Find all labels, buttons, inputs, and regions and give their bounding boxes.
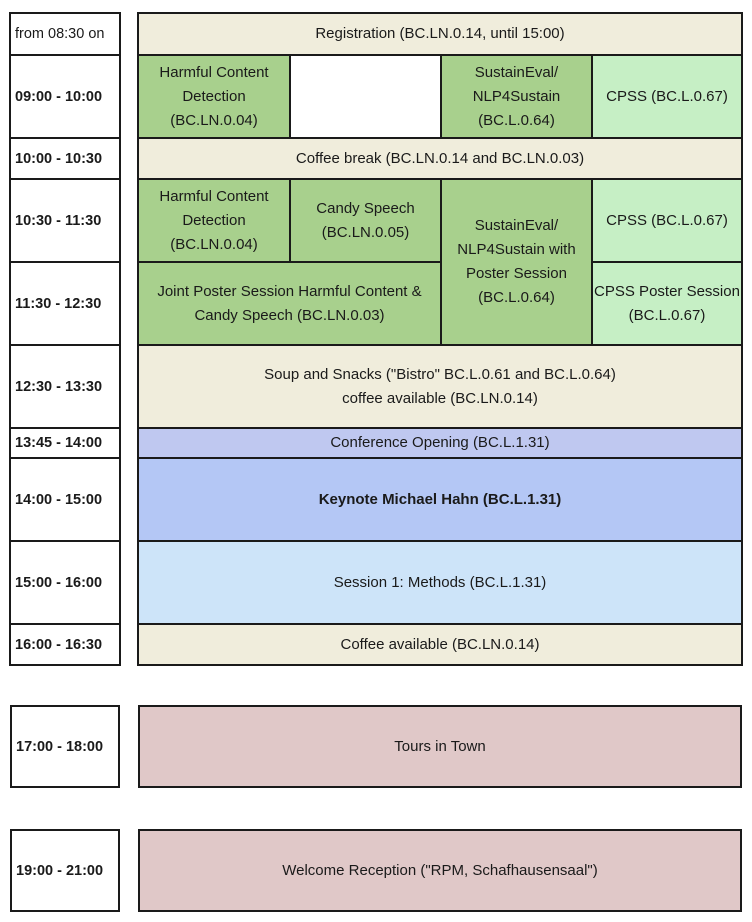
time-label: 17:00 - 18:00 <box>10 705 120 788</box>
event-session-1: Session 1: Methods (BC.L.1.31) <box>138 541 742 624</box>
time-label: 19:00 - 21:00 <box>10 829 120 912</box>
event-candy-speech: Candy Speech (BC.LN.0.05) <box>290 179 441 262</box>
event-lunch: Soup and Snacks ("Bistro" BC.L.0.61 and BC.L.0.64) coffee available (BC.LN.0.14) <box>138 345 742 428</box>
event-cpss-1: CPSS (BC.L.0.67) <box>592 55 742 138</box>
empty-slot <box>290 55 441 138</box>
time-label: from 08:30 on <box>10 13 120 55</box>
event-welcome-reception: Welcome Reception ("RPM, Schafhausensaal") <box>138 829 742 912</box>
event-coffee-break: Coffee break (BC.LN.0.14 and BC.LN.0.03) <box>138 138 742 179</box>
time-label: 12:30 - 13:30 <box>10 345 120 428</box>
time-label: 14:00 - 15:00 <box>10 458 120 541</box>
event-sustaineval-2: SustainEval/ NLP4Sustain with Poster Session (BC.L.0.64) <box>441 179 592 345</box>
time-label: 09:00 - 10:00 <box>10 55 120 138</box>
time-label: 15:00 - 16:00 <box>10 541 120 624</box>
time-label: 11:30 - 12:30 <box>10 262 120 345</box>
time-label: 10:00 - 10:30 <box>10 138 120 179</box>
event-cpss-2: CPSS (BC.L.0.67) <box>592 179 742 262</box>
event-conference-opening: Conference Opening (BC.L.1.31) <box>138 428 742 458</box>
event-tours: Tours in Town <box>138 705 742 788</box>
event-sustaineval-1: SustainEval/ NLP4Sustain (BC.L.0.64) <box>441 55 592 138</box>
event-harmful-content-1: Harmful Content Detection (BC.LN.0.04) <box>138 55 290 138</box>
time-label: 16:00 - 16:30 <box>10 624 120 665</box>
event-coffee-available: Coffee available (BC.LN.0.14) <box>138 624 742 665</box>
event-joint-poster-session: Joint Poster Session Harmful Content & Candy Speech (BC.LN.0.03) <box>138 262 441 345</box>
time-label: 10:30 - 11:30 <box>10 179 120 262</box>
event-keynote: Keynote Michael Hahn (BC.L.1.31) <box>138 458 742 541</box>
event-registration: Registration (BC.LN.0.14, until 15:00) <box>138 13 742 55</box>
event-cpss-poster-session: CPSS Poster Session (BC.L.0.67) <box>592 262 742 345</box>
event-harmful-content-2: Harmful Content Detection (BC.LN.0.04) <box>138 179 290 262</box>
time-label: 13:45 - 14:00 <box>10 428 120 458</box>
